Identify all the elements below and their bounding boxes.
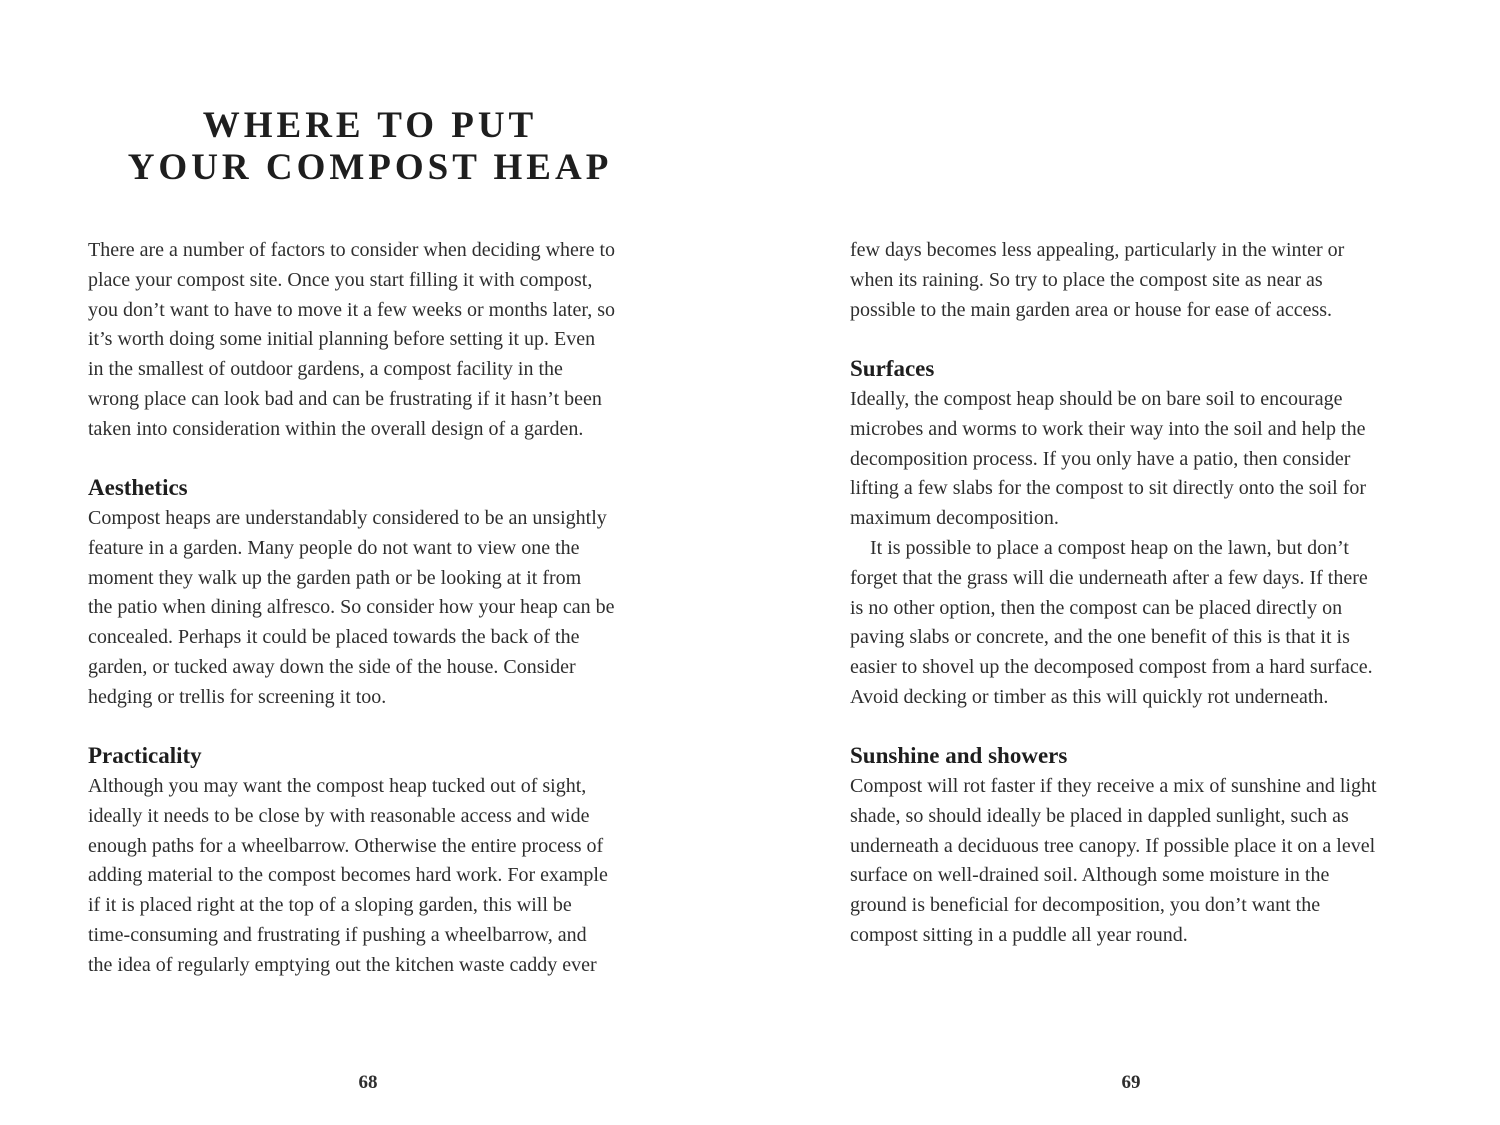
text-line: possible to the main garden area or house for ease of access. bbox=[850, 298, 1333, 321]
text-line: adding material to the compost becomes hard work. For example bbox=[88, 864, 608, 887]
heading-surfaces: Surfaces bbox=[850, 356, 935, 381]
text-line: microbes and worms to work their way into the soil and help the bbox=[850, 417, 1366, 440]
text-line: concealed. Perhaps it could be placed towards the back of the bbox=[88, 626, 580, 649]
page-number-right: 69 bbox=[1121, 1072, 1141, 1093]
surfaces-paragraph bbox=[850, 385, 1366, 534]
intro-paragraph bbox=[88, 236, 615, 445]
text-line: surface on well-drained soil. Although some moisture in the bbox=[850, 864, 1330, 887]
continuation-paragraph bbox=[850, 236, 1344, 325]
text-line: underneath a deciduous tree canopy. If possible place it on a level bbox=[850, 834, 1376, 857]
text-line: ideally it needs to be close by with reasonable access and wide bbox=[88, 804, 590, 827]
aesthetics-paragraph bbox=[88, 504, 615, 713]
text-line: decomposition process. If you only have a patio, then consider bbox=[850, 447, 1351, 470]
text-line: when its raining. So try to place the compost site as near as bbox=[850, 268, 1323, 291]
text-line: is no other option, then the compost can be placed directly on bbox=[850, 596, 1343, 619]
sunshine-paragraph bbox=[850, 772, 1377, 951]
text-line: It is possible to place a compost heap on the lawn, but don’t bbox=[870, 537, 1349, 559]
text-line: garden, or tucked away down the side of the house. Consider bbox=[88, 655, 576, 678]
text-line: few days becomes less appealing, particularly in the winter or bbox=[850, 239, 1345, 261]
text-line: Compost heaps are understandably considered to be an unsightly bbox=[88, 507, 607, 529]
heading-aesthetics: Aesthetics bbox=[88, 475, 188, 500]
text-line: Ideally, the compost heap should be on bare soil to encourage bbox=[850, 388, 1343, 410]
text-line: wrong place can look bad and can be frustrating if it hasn’t been bbox=[88, 387, 602, 410]
page-title bbox=[70, 105, 670, 189]
surfaces-paragraph-2 bbox=[850, 534, 1373, 713]
text-line: moment they walk up the garden path or be looking at it from bbox=[88, 566, 582, 589]
text-line: compost sitting in a puddle all year round. bbox=[850, 923, 1188, 946]
text-line: you don’t want to have to move it a few weeks or months later, so bbox=[88, 298, 616, 321]
text-line: feature in a garden. Many people do not want to view one the bbox=[88, 536, 580, 559]
text-line: time-consuming and frustrating if pushing a wheelbarrow, and bbox=[88, 923, 587, 946]
text-line: shade, so should ideally be placed in dappled sunlight, such as bbox=[850, 804, 1349, 827]
text-line: the idea of regularly emptying out the kitchen waste caddy ever bbox=[88, 953, 597, 976]
heading-sunshine: Sunshine and showers bbox=[850, 743, 1068, 768]
text-line: There are a number of factors to consider when deciding where to bbox=[88, 239, 616, 261]
title-line: WHERE TO PUT bbox=[202, 105, 538, 146]
text-line: place your compost site. Once you start filling it with compost, bbox=[88, 268, 593, 291]
text-line: maximum decomposition. bbox=[850, 507, 1059, 530]
text-line: taken into consideration within the overall design of a garden. bbox=[88, 417, 584, 440]
text-line: paving slabs or concrete, and the one benefit of this is that it is bbox=[850, 626, 1350, 649]
text-line: Avoid decking or timber as this will quickly rot underneath. bbox=[850, 685, 1329, 708]
text-line: enough paths for a wheelbarrow. Otherwise the entire process of bbox=[88, 834, 604, 857]
title-line: YOUR COMPOST HEAP bbox=[127, 147, 613, 188]
heading-practicality: Practicality bbox=[88, 743, 202, 768]
text-line: Although you may want the compost heap tucked out of sight, bbox=[88, 775, 587, 797]
text-line: it’s worth doing some initial planning before setting it up. Even bbox=[88, 328, 596, 351]
text-line: in the smallest of outdoor gardens, a compost facility in the bbox=[88, 358, 563, 381]
text-line: lifting a few slabs for the compost to sit directly onto the soil for bbox=[850, 477, 1367, 500]
page-number-left: 68 bbox=[358, 1072, 378, 1093]
text-line: if it is placed right at the top of a sloping garden, this will be bbox=[88, 894, 572, 917]
text-line: easier to shovel up the decomposed compost from a hard surface. bbox=[850, 656, 1373, 679]
text-line: forget that the grass will die underneath after a few days. If there bbox=[850, 566, 1368, 589]
text-line: hedging or trellis for screening it too. bbox=[88, 685, 387, 708]
text-line: the patio when dining alfresco. So consider how your heap can be bbox=[88, 596, 615, 619]
text-line: Compost will rot faster if they receive a mix of sunshine and light bbox=[850, 775, 1377, 797]
practicality-paragraph bbox=[88, 772, 608, 981]
text-line: ground is beneficial for decomposition, you don’t want the bbox=[850, 894, 1321, 917]
